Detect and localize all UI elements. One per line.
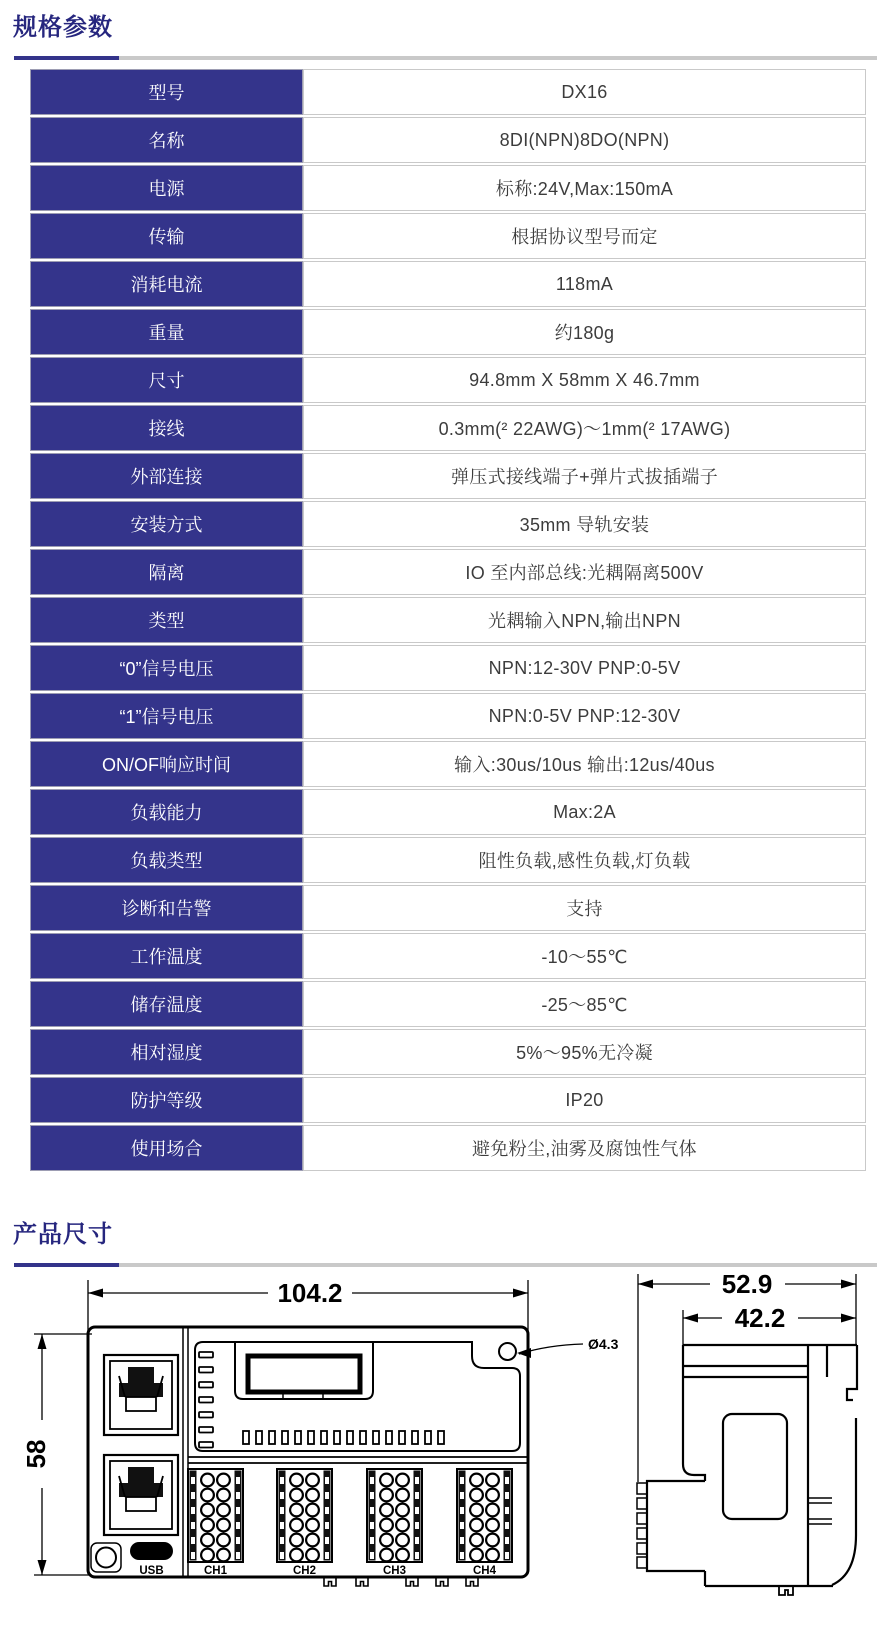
- spec-row: [30, 933, 866, 979]
- spec-row: [30, 837, 866, 883]
- spec-param-name: 重量: [30, 309, 303, 355]
- dimension-drawing: [0, 1269, 891, 1636]
- spec-param-value: NPN:12-30V PNP:0-5V: [303, 645, 866, 691]
- side-terminal-squares: [637, 1483, 647, 1568]
- divider-accent: [14, 1263, 119, 1267]
- spec-param-value: 输入:30us/10us 输出:12us/40us: [303, 741, 866, 787]
- spec-param-value: 8DI(NPN)8DO(NPN): [303, 117, 866, 163]
- usb-port: [130, 1542, 173, 1560]
- spec-row: [30, 789, 866, 835]
- spec-param-name: 负载能力: [30, 789, 303, 835]
- spec-param-value: 0.3mm(² 22AWG)～1mm(² 17AWG): [303, 405, 866, 451]
- spec-table: [30, 69, 866, 1171]
- dimension-depth-529: [638, 1269, 856, 1482]
- spec-row: [30, 741, 866, 787]
- spec-param-name: 接线: [30, 405, 303, 451]
- mounting-screw-hole: [96, 1548, 116, 1568]
- spec-param-value: 约180g: [303, 309, 866, 355]
- spec-param-name: 工作温度: [30, 933, 303, 979]
- spec-row: [30, 549, 866, 595]
- spec-param-value: DX16: [303, 69, 866, 115]
- spec-param-name: 电源: [30, 165, 303, 211]
- spec-row: [30, 501, 866, 547]
- spec-param-value: 避免粉尘,油雾及腐蚀性气体: [303, 1125, 866, 1171]
- spec-param-value: 阻性负载,感性负载,灯负载: [303, 837, 866, 883]
- dimension-width-104: [88, 1278, 528, 1331]
- spec-row: [30, 405, 866, 451]
- dimension-depth-422: [683, 1303, 856, 1345]
- spec-param-name: 消耗电流: [30, 261, 303, 307]
- spec-param-name: “0”信号电压: [30, 645, 303, 691]
- spec-row: [30, 117, 866, 163]
- spec-row: [30, 885, 866, 931]
- spec-param-value: IP20: [303, 1077, 866, 1123]
- spec-param-value: 光耦输入NPN,输出NPN: [303, 597, 866, 643]
- spec-row: [30, 309, 866, 355]
- spec-section-title: 规格参数: [13, 14, 113, 41]
- spec-param-name: 尺寸: [30, 357, 303, 403]
- hole-diameter-label: Ø4.3: [588, 1336, 619, 1352]
- front-view-drawing: [88, 1327, 528, 1586]
- spec-param-value: 35mm 导轨安装: [303, 501, 866, 547]
- spec-param-value: -10～55℃: [303, 933, 866, 979]
- spec-param-value: -25～85℃: [303, 981, 866, 1027]
- channel-label: CH1: [203, 1565, 228, 1577]
- spec-param-name: 诊断和告警: [30, 885, 303, 931]
- spec-param-name: 外部连接: [30, 453, 303, 499]
- side-view-drawing: [637, 1345, 857, 1595]
- dimension-section-title: 产品尺寸: [13, 1221, 113, 1248]
- channel-label: CH2: [292, 1565, 317, 1577]
- spec-row: [30, 597, 866, 643]
- channel-label: CH3: [382, 1565, 407, 1577]
- spec-param-name: 相对湿度: [30, 1029, 303, 1075]
- spec-row: [30, 981, 866, 1027]
- front-width-label: 104.2: [277, 1278, 343, 1308]
- spec-row: [30, 1077, 866, 1123]
- usb-label: USB: [139, 1565, 164, 1577]
- side-overall-depth-label: 52.9: [721, 1269, 773, 1299]
- spec-param-name: 防护等级: [30, 1077, 303, 1123]
- side-body-depth-label: 42.2: [734, 1303, 786, 1333]
- spec-row: [30, 645, 866, 691]
- spec-param-value: NPN:0-5V PNP:12-30V: [303, 693, 866, 739]
- indicator-bars: [243, 1431, 444, 1444]
- dimension-height-58: [21, 1334, 92, 1575]
- spec-row: [30, 165, 866, 211]
- spec-param-value: 根据协议型号而定: [303, 213, 866, 259]
- spec-param-value: 支持: [303, 885, 866, 931]
- mounting-hole: [499, 1343, 516, 1360]
- spec-param-value: Max:2A: [303, 789, 866, 835]
- spec-param-name: ON/OF响应时间: [30, 741, 303, 787]
- rj45-ports: [104, 1355, 178, 1535]
- spec-param-name: 隔离: [30, 549, 303, 595]
- spec-param-name: 负载类型: [30, 837, 303, 883]
- spec-param-value: 5%～95%无冷凝: [303, 1029, 866, 1075]
- spec-param-name: “1”信号电压: [30, 693, 303, 739]
- hole-callout: [517, 1336, 619, 1358]
- spec-row: [30, 453, 866, 499]
- led-column: [199, 1352, 213, 1448]
- front-height-label: 58: [21, 1439, 51, 1469]
- display-window: [248, 1356, 360, 1392]
- spec-param-name: 传输: [30, 213, 303, 259]
- spec-row: [30, 213, 866, 259]
- spec-param-value: 弹压式接线端子+弹片式拔插端子: [303, 453, 866, 499]
- divider-accent: [14, 56, 119, 60]
- spec-param-value: IO 至内部总线:光耦隔离500V: [303, 549, 866, 595]
- spec-param-name: 安装方式: [30, 501, 303, 547]
- spec-param-value: 118mA: [303, 261, 866, 307]
- spec-param-name: 类型: [30, 597, 303, 643]
- spec-param-name: 名称: [30, 117, 303, 163]
- spec-row: [30, 261, 866, 307]
- spec-param-name: 使用场合: [30, 1125, 303, 1171]
- spec-row: [30, 69, 866, 115]
- spec-row: [30, 357, 866, 403]
- dimension-section: [0, 1173, 891, 1636]
- spec-param-name: 储存温度: [30, 981, 303, 1027]
- spec-param-name: 型号: [30, 69, 303, 115]
- spec-param-value: 标称:24V,Max:150mA: [303, 165, 866, 211]
- terminal-blocks: [188, 1469, 512, 1562]
- section-divider: [14, 1263, 877, 1267]
- spec-row: [30, 693, 866, 739]
- spec-param-value: 94.8mm X 58mm X 46.7mm: [303, 357, 866, 403]
- section-divider: [14, 56, 877, 60]
- channel-label: CH4: [472, 1565, 497, 1577]
- spec-row: [30, 1029, 866, 1075]
- spec-row: [30, 1125, 866, 1171]
